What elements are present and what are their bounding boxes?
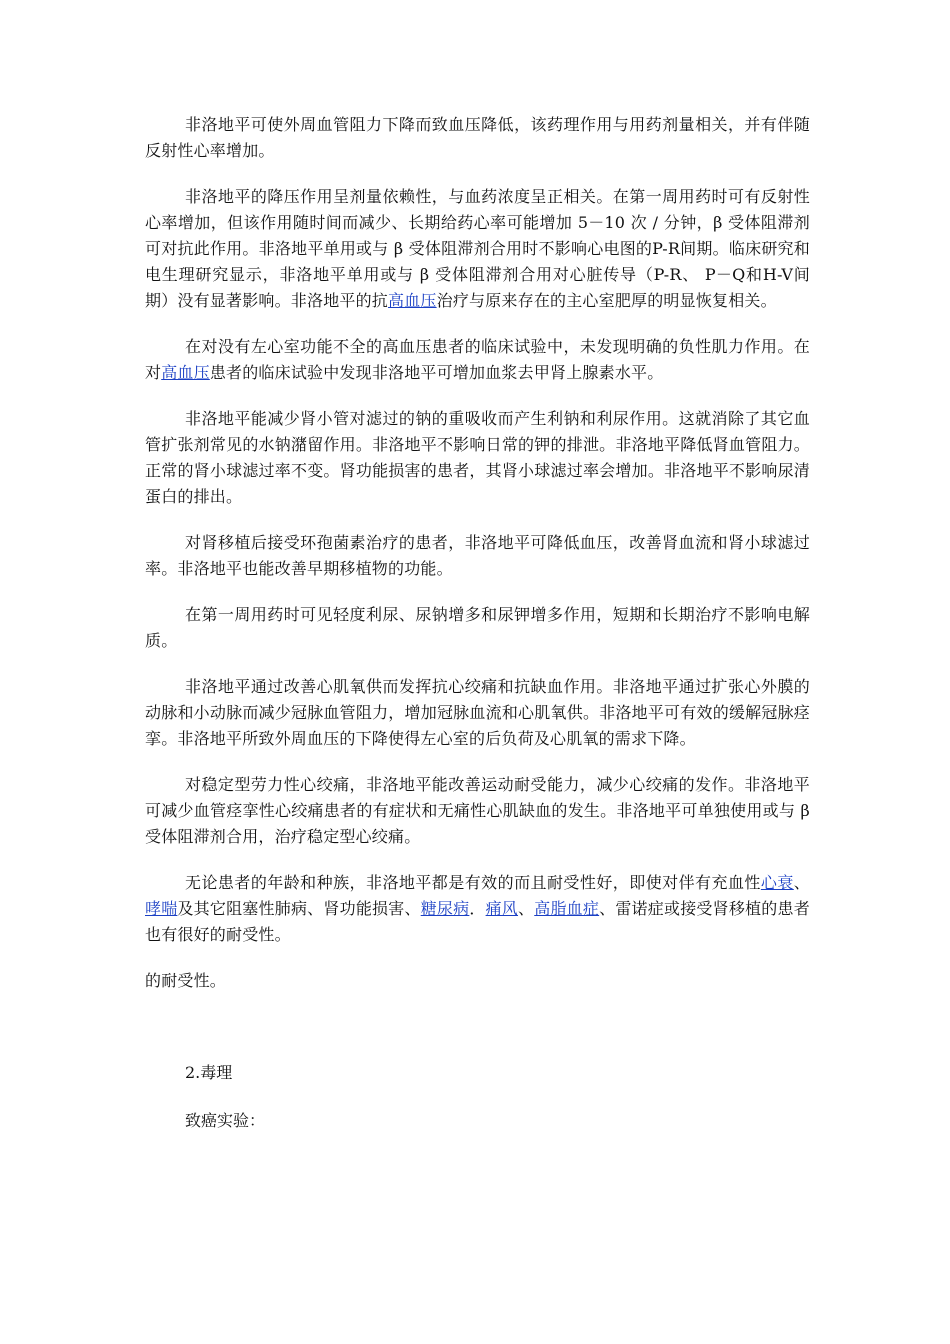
- separator: 、: [518, 899, 535, 918]
- paragraph-text: 非洛地平的降压作用呈剂量依赖性，与血药浓度呈正相关。在第一周用药时可有反射性心率增加，但该作用随时间而减少、长期给药心率可能增加 5－10 次 / 分钟，β 受体阻滞剂可对抗此作用。非洛地平单用或与 β 受体阻滞剂合用时不影响心电图的P-R间期。临床研究和电生理研究显示，非洛地平单用或与 β 受体阻滞剂合用对心脏传导（P-R、 P－Q和H-V间期）没有显著影响。非洛地平的抗: [145, 187, 810, 310]
- paragraph-tolerability: [145, 870, 810, 948]
- paragraph-text: 无论患者的年龄和种族，非洛地平都是有效的而且耐受性好，即使对伴有充血性: [185, 873, 761, 892]
- paragraph-text: 在对没有左心室功能不全的高血压患者的临床试验中，未发现明确的负性肌力作用。在对: [145, 337, 810, 382]
- paragraph-inotropic-effect: [145, 334, 810, 386]
- paragraph-text: 治疗与原来存在的主心室肥厚的明显恢复相关。: [436, 291, 777, 310]
- paragraph-tolerability-fragment: 的耐受性。: [145, 971, 227, 990]
- hyperlipidemia-link[interactable]: 高脂血症: [534, 899, 600, 918]
- paragraph-text: 及其它阻塞性肺病、肾功能损害、: [177, 899, 421, 918]
- paragraph-text: 、雷诺症或接受肾移植的患者也有很好的耐受性。: [145, 899, 810, 944]
- section-subheading-carcinogenicity: 致癌实验：: [185, 1111, 266, 1130]
- gout-link[interactable]: 痛风: [485, 899, 519, 918]
- heart-failure-link[interactable]: 心衰: [760, 873, 794, 892]
- paragraph-anti-angina: 非洛地平通过改善心肌氧供而发挥抗心绞痛和抗缺血作用。非洛地平通过扩张心外膜的动脉和小动脉而减少冠脉血管阻力，增加冠脉血流和心肌氧供。非洛地平可有效的缓解冠脉痉挛。非洛地平所致外周血压的下降使得左心室的后负荷及心肌氧的需求下降。: [145, 677, 810, 748]
- paragraph-diuresis: 在第一周用药时可见轻度利尿、尿钠增多和尿钾增多作用，短期和长期治疗不影响电解质。: [145, 605, 810, 650]
- paragraph-kidney-transplant: 对肾移植后接受环孢菌素治疗的患者，非洛地平可降低血压，改善肾血流和肾小球滤过率。非洛地平也能改善早期移植物的功能。: [145, 533, 810, 578]
- hypertension-link[interactable]: 高血压: [388, 291, 437, 310]
- spacer: [145, 1014, 810, 1060]
- paragraph-vascular-resistance: 非洛地平可使外周血管阻力下降而致血压降低，该药理作用与用药剂量相关，并有伴随反射性心率增加。: [145, 115, 810, 160]
- paragraph-stable-angina: 对稳定型劳力性心绞痛，非洛地平能改善运动耐受能力，减少心绞痛的发作。非洛地平可减少血管痉挛性心绞痛患者的有症状和无痛性心肌缺血的发生。非洛地平可单独使用或与 β 受体阻滞剂合用，治疗稳定型心绞痛。: [145, 775, 810, 846]
- asthma-link[interactable]: 哮喘: [145, 899, 178, 918]
- paragraph-antihypertensive-effect: [145, 184, 810, 314]
- document-page: [145, 112, 810, 1156]
- hypertension-link[interactable]: 高血压: [161, 363, 210, 382]
- paragraph-text: 患者的临床试验中发现非洛地平可增加血浆去甲肾上腺素水平。: [209, 363, 664, 382]
- section-heading-toxicology: 2.毒理: [185, 1063, 233, 1082]
- separator: ．: [469, 899, 486, 918]
- separator: 、: [793, 873, 810, 892]
- paragraph-renal-effect: 非洛地平能减少肾小管对滤过的钠的重吸收而产生利钠和利尿作用。这就消除了其它血管扩张剂常见的水钠潴留作用。非洛地平不影响日常的钾的排泄。非洛地平降低肾血管阻力。正常的肾小球滤过率不变。肾功能损害的患者，其肾小球滤过率会增加。非洛地平不影响尿清蛋白的排出。: [145, 409, 810, 506]
- diabetes-link[interactable]: 糖尿病: [420, 899, 470, 918]
